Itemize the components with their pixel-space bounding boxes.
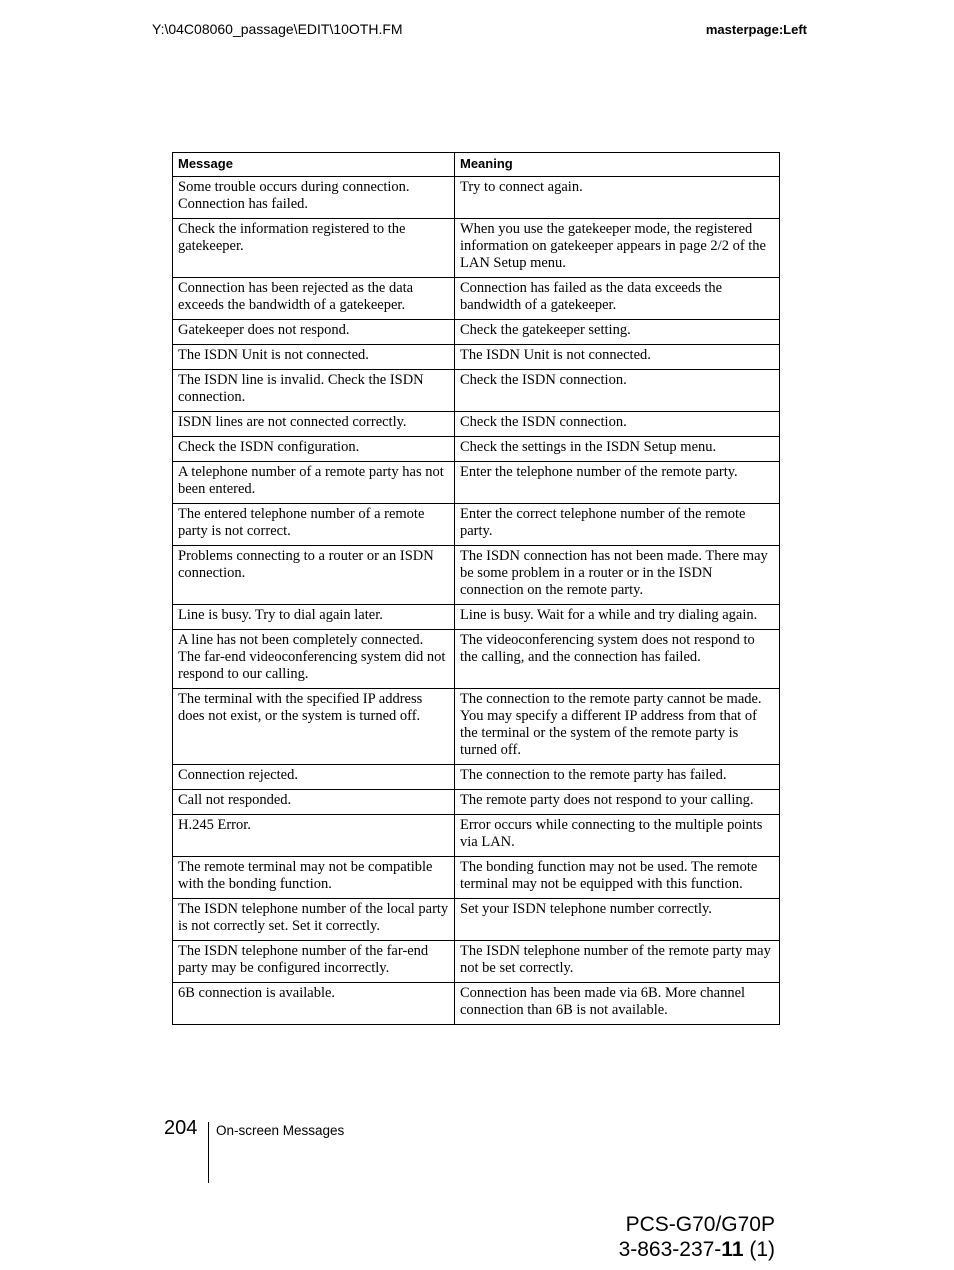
part-number-suffix: (1)	[743, 1238, 775, 1261]
messages-table	[172, 152, 780, 1025]
part-number	[619, 1237, 775, 1262]
table-row	[173, 412, 780, 437]
meaning-cell: Enter the telephone number of the remote party.	[455, 462, 780, 504]
table-row	[173, 370, 780, 412]
table-row	[173, 630, 780, 689]
meaning-cell: Connection has failed as the data exceeds the bandwidth of a gatekeeper.	[455, 278, 780, 320]
meaning-cell: Connection has been made via 6B. More channel connection than 6B is not available.	[455, 983, 780, 1025]
table-row	[173, 689, 780, 765]
message-cell: The ISDN telephone number of the far-end party may be configured incorrectly.	[173, 941, 455, 983]
model-block	[619, 1212, 775, 1262]
meaning-cell: The videoconferencing system does not respond to the calling, and the connection has failed.	[455, 630, 780, 689]
message-cell: H.245 Error.	[173, 815, 455, 857]
message-cell: Problems connecting to a router or an ISDN connection.	[173, 546, 455, 605]
meaning-cell: Enter the correct telephone number of the remote party.	[455, 504, 780, 546]
message-cell: Call not responded.	[173, 790, 455, 815]
message-cell: Connection rejected.	[173, 765, 455, 790]
section-title: On-screen Messages	[216, 1123, 345, 1138]
message-cell: The ISDN Unit is not connected.	[173, 345, 455, 370]
table-row	[173, 177, 780, 219]
table-row	[173, 345, 780, 370]
meaning-cell: The ISDN connection has not been made. There may be some problem in a router or in the ISDN connection on the remote party.	[455, 546, 780, 605]
table-row	[173, 504, 780, 546]
table-row	[173, 546, 780, 605]
table-row	[173, 790, 780, 815]
table-row	[173, 278, 780, 320]
meaning-cell: Check the settings in the ISDN Setup menu.	[455, 437, 780, 462]
meaning-cell: Error occurs while connecting to the multiple points via LAN.	[455, 815, 780, 857]
model-name: PCS-G70/G70P	[625, 1213, 775, 1236]
table-row	[173, 320, 780, 345]
message-cell: ISDN lines are not connected correctly.	[173, 412, 455, 437]
message-cell: A line has not been completely connected. The far-end videoconferencing system did not respond to our calling.	[173, 630, 455, 689]
table-row	[173, 941, 780, 983]
message-cell: Gatekeeper does not respond.	[173, 320, 455, 345]
table-row	[173, 899, 780, 941]
masterpage-label: masterpage:Left	[705, 22, 807, 37]
table-row	[173, 605, 780, 630]
meaning-cell: When you use the gatekeeper mode, the registered information on gatekeeper appears in page 2/2 of the LAN Setup menu.	[455, 219, 780, 278]
table-row	[173, 857, 780, 899]
meaning-cell: Check the ISDN connection.	[455, 370, 780, 412]
footer-divider	[208, 1122, 209, 1183]
part-number-prefix: 3-863-237-	[618, 1238, 722, 1261]
column-header-meaning: Meaning	[455, 153, 780, 177]
part-number-bold: 11	[721, 1238, 744, 1261]
message-cell: The remote terminal may not be compatible with the bonding function.	[173, 857, 455, 899]
message-cell: Some trouble occurs during connection. Connection has failed.	[173, 177, 455, 219]
message-cell: The entered telephone number of a remote party is not correct.	[173, 504, 455, 546]
message-cell: The ISDN telephone number of the local party is not correctly set. Set it correctly.	[173, 899, 455, 941]
message-cell: Check the ISDN configuration.	[173, 437, 455, 462]
message-cell: A telephone number of a remote party has not been entered.	[173, 462, 455, 504]
message-cell: Check the information registered to the gatekeeper.	[173, 219, 455, 278]
table-row	[173, 983, 780, 1025]
meaning-cell: Set your ISDN telephone number correctly.	[455, 899, 780, 941]
message-cell: The terminal with the specified IP address does not exist, or the system is turned off.	[173, 689, 455, 765]
meaning-cell: The bonding function may not be used. The remote terminal may not be equipped with this function.	[455, 857, 780, 899]
message-cell: 6B connection is available.	[173, 983, 455, 1025]
table-row	[173, 765, 780, 790]
meaning-cell: Check the ISDN connection.	[455, 412, 780, 437]
meaning-cell: Try to connect again.	[455, 177, 780, 219]
meaning-cell: The connection to the remote party has failed.	[455, 765, 780, 790]
table-row	[173, 437, 780, 462]
meaning-cell: The ISDN Unit is not connected.	[455, 345, 780, 370]
table-row	[173, 219, 780, 278]
column-header-message: Message	[173, 153, 455, 177]
table-header-row	[173, 153, 780, 177]
message-cell: Line is busy. Try to dial again later.	[173, 605, 455, 630]
table-row	[173, 462, 780, 504]
message-cell: Connection has been rejected as the data exceeds the bandwidth of a gatekeeper.	[173, 278, 455, 320]
meaning-cell: The remote party does not respond to your calling.	[455, 790, 780, 815]
table-row	[173, 815, 780, 857]
meaning-cell: The connection to the remote party cannot be made. You may specify a different IP address from that of the terminal or the system of the remote party is turned off.	[455, 689, 780, 765]
file-path: Y:\04C08060_passage\EDIT\10OTH.FM	[152, 21, 403, 37]
meaning-cell: The ISDN telephone number of the remote party may not be set correctly.	[455, 941, 780, 983]
meaning-cell: Line is busy. Wait for a while and try dialing again.	[455, 605, 780, 630]
message-cell: The ISDN line is invalid. Check the ISDN connection.	[173, 370, 455, 412]
page-number: 204	[164, 1117, 198, 1139]
meaning-cell: Check the gatekeeper setting.	[455, 320, 780, 345]
